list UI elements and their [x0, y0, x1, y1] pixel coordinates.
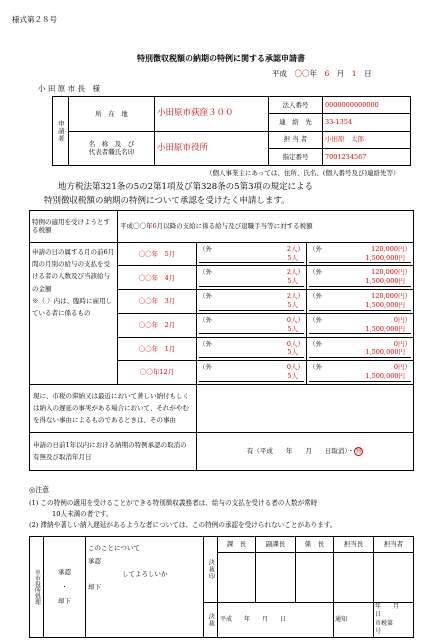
paren-open: （外 [199, 363, 212, 372]
amount: 1,500,000円 [309, 277, 411, 287]
notice-date-cell[interactable] [374, 603, 414, 638]
paren-close: ） [404, 292, 412, 301]
date-day-unit: 日 [364, 69, 372, 78]
designated-label: 指定番号 [269, 148, 323, 165]
date-month: 6 [324, 69, 330, 78]
address-label: 所 在 地 [69, 97, 155, 132]
paren-close: ） [297, 339, 304, 348]
person-value[interactable]: 小田原 太郎 [323, 131, 411, 148]
temp-people: 0人 [286, 339, 298, 348]
temp-amount: 0円 [393, 339, 405, 348]
amount-cell[interactable] [307, 313, 414, 337]
form-number: 様式第２８号 [12, 15, 57, 24]
people: 5人 [199, 301, 304, 311]
amount: 1,500,000円 [309, 301, 411, 311]
tax-number: 市税第 号 [375, 619, 412, 636]
amount-cell[interactable] [307, 361, 414, 385]
people-cell[interactable] [197, 266, 307, 290]
office-body-4: 却下 [88, 583, 101, 591]
people-cell[interactable] [197, 290, 307, 314]
paren-open: （外 [309, 268, 322, 277]
office-side-label: ※市役所処理 [30, 537, 44, 638]
paren-open: （外 [199, 268, 212, 277]
office-body [86, 537, 204, 638]
office-body-2: 承認 [88, 557, 101, 565]
name-label-line-1: 名 称 及 び [88, 139, 135, 148]
paren-open: （外 [309, 363, 322, 372]
temp-people: 0人 [286, 315, 298, 324]
people-cell[interactable] [197, 242, 307, 266]
stamp-cell-0[interactable] [218, 553, 256, 603]
main-table [29, 210, 414, 471]
office-body-1: このことについて [88, 544, 140, 552]
temp-people: 2人 [286, 244, 298, 253]
paren-close: ） [297, 363, 304, 372]
col-head-0: 課 長 [218, 537, 256, 553]
people: 5人 [199, 254, 304, 264]
people-cell[interactable] [197, 313, 307, 337]
name-label-line-2: 代表者職氏名印 [88, 148, 135, 157]
note-1: (1) この特例の適用を受けることができる特別徴収義務者は、給与の支払を受ける者の人数が常時 [29, 499, 318, 507]
date-era: 平成 [272, 69, 287, 78]
tax-value[interactable] [118, 211, 414, 243]
notes-title: ◎注意 [29, 486, 50, 494]
month-cell[interactable]: 〇〇年 2月 [118, 313, 197, 337]
months-label: 申請の日の属する月の前6月間の月別の給与の支払を受ける者の人数及び当該給与の金額 [32, 247, 115, 293]
delinquency-value[interactable] [197, 385, 414, 433]
delinquency-label: 現に、市税の滞納又は最近において著しい納付もしくは納入の遅延の事実がある場合において、それがやむを得ない事由によるものであるときは、その事由 [30, 385, 197, 433]
paren-close: ） [297, 292, 304, 301]
corp-no-label: 法人番号 [269, 97, 323, 114]
name-label [69, 131, 155, 166]
col-head-1: 副課長 [256, 537, 296, 553]
temp-amount: 120,000円 [371, 292, 405, 301]
people-cell[interactable] [197, 337, 307, 361]
temp-people: 0人 [286, 363, 298, 372]
col-head-3: 担当長 [334, 537, 374, 553]
approve-label: 承認 [58, 568, 71, 577]
page-title: 特別徴収税額の納期の特例に関する承認申請書 [137, 53, 305, 63]
notice-label: 通知 [335, 615, 348, 623]
decision-stamp-label: 決裁印 [204, 537, 218, 603]
statement-line-1: 地方税法第321条の5の2第1項及び第328条の5第3項の規定による [58, 182, 313, 192]
tax-label: 特例の適用を受けようとする税額 [30, 211, 118, 243]
paren-close: ） [404, 339, 412, 348]
note-2: (2) 滞納や著しい納入遅延があるような者については、この特例の承認を受けられないことがあります。 [29, 521, 337, 529]
stamp-cell-2[interactable] [296, 553, 334, 603]
month-cell[interactable]: 〇〇年 1月 [118, 337, 197, 361]
note-1b: 10人未満の者です。 [52, 510, 113, 518]
tax-month-highlight: 6 [152, 222, 157, 231]
cancel-label: 申請の日前1年以内における納期の特例承認の取消の有無及び取消年月日 [30, 432, 197, 470]
paren-close: ） [404, 363, 412, 372]
months-note: ※（ ）内は、臨時に雇用している者に係るもの [32, 297, 113, 318]
people: 5人 [199, 372, 304, 382]
month-row [30, 242, 414, 266]
person-label: 担 当 者 [269, 131, 323, 148]
paren-close: ） [297, 268, 304, 277]
paren-open: （外 [309, 292, 322, 301]
addressee: 小 田 原 市 長 様 [38, 84, 101, 93]
office-table [29, 536, 414, 638]
paren-open: （外 [309, 315, 322, 324]
temp-people: 2人 [286, 292, 298, 301]
amount: 1,500,000円 [309, 254, 411, 264]
date-day: 1 [351, 69, 357, 78]
paren-close: ） [404, 315, 412, 324]
temp-amount: 120,000円 [371, 268, 405, 277]
amount: 1,500,000円 [309, 372, 411, 382]
col-head-2: 係 長 [296, 537, 334, 553]
people-cell[interactable] [197, 361, 307, 385]
cancel-circle: 無 [355, 447, 362, 455]
paren-open: （外 [199, 315, 212, 324]
months-label-cell [30, 242, 118, 384]
statement-line-2: 特別徴収税額の納期の特例について承認を受けたく申請します。 [44, 196, 290, 206]
applicant-table [52, 96, 411, 166]
people: 5人 [199, 277, 304, 287]
decision-label: 決裁 [204, 603, 218, 638]
reject-label: 却下 [58, 596, 71, 605]
applicant-section-label: 申請者 [53, 97, 69, 166]
approve-dot: ・ [61, 582, 68, 591]
decision-date[interactable]: 平成 年 月 日 [218, 603, 334, 638]
contact-label: 連 絡 先 [269, 114, 323, 131]
stamp-cell-4[interactable] [374, 553, 414, 603]
paren-open: （外 [309, 339, 322, 348]
date-year-unit: 年 [309, 69, 317, 78]
paren-close: ） [297, 315, 304, 324]
paren-open: （外 [199, 292, 212, 301]
name-value[interactable]: 小田原市役所 [155, 131, 269, 166]
stamp-cell-3[interactable] [334, 553, 374, 603]
temp-amount: 0円 [393, 363, 405, 372]
amount-cell[interactable] [307, 337, 414, 361]
application-date [272, 69, 372, 78]
month-cell[interactable]: 〇〇年 3月 [118, 290, 197, 314]
approve-reject-cell [44, 537, 86, 638]
paren-open: （外 [199, 244, 212, 253]
notice-cell[interactable] [334, 603, 374, 638]
amount-cell[interactable] [307, 242, 414, 266]
month-cell[interactable]: 〇〇年12月 [118, 361, 197, 385]
amount-cell[interactable] [307, 266, 414, 290]
applicant-note: （個人事業主にあっては、住所、氏名、(個人番号及び)連絡先等） [206, 169, 400, 177]
temp-people: 2人 [286, 268, 298, 277]
date-year: 〇〇 [294, 69, 310, 78]
amount: 1,500,000円 [309, 325, 411, 335]
cancel-value[interactable] [197, 432, 414, 470]
people: 5人 [199, 325, 304, 335]
address-value[interactable]: 小田原市荻窪３００ [155, 97, 269, 132]
corp-no-value[interactable]: 0000000000000 [323, 97, 411, 114]
notice-date: 年 月 日 [375, 603, 412, 619]
temp-amount: 0円 [393, 315, 405, 324]
month-cell[interactable]: 〇〇年 4月 [118, 266, 197, 290]
paren-close: ） [404, 244, 412, 253]
contact-value[interactable]: 33-1354 [323, 114, 411, 131]
tax-value-text: 平成〇〇年6月以降の支給に係る給与及び退職手当等に対する税額 [120, 222, 313, 231]
cancel-value-text: 有（平成 年 月 日取消）・ [246, 446, 355, 455]
designated-value[interactable]: 7001234567 [323, 148, 411, 165]
paren-open: （外 [199, 339, 212, 348]
paren-open: （外 [309, 244, 322, 253]
month-cell[interactable]: 〇〇年 5月 [118, 242, 197, 266]
temp-amount: 120,000円 [371, 244, 405, 253]
amount-cell[interactable] [307, 290, 414, 314]
people: 5人 [199, 348, 304, 358]
amount: 1,500,000円 [309, 348, 411, 358]
date-month-unit: 月 [336, 69, 345, 78]
office-body-3: してよろしいか [122, 570, 168, 578]
paren-close: ） [297, 244, 304, 253]
col-head-4: 担当者 [374, 537, 414, 553]
stamp-cell-1[interactable] [256, 553, 296, 603]
paren-close: ） [404, 268, 412, 277]
